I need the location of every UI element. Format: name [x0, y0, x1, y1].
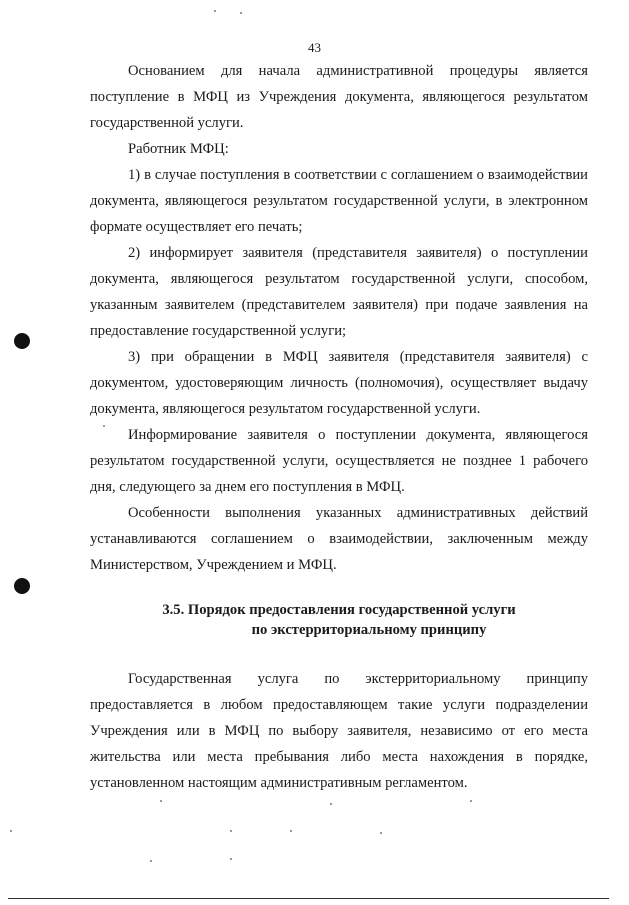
scan-speck — [10, 830, 12, 832]
punch-hole-top — [14, 333, 30, 349]
scan-speck — [230, 830, 232, 832]
scan-speck — [330, 803, 332, 805]
bottom-edge-line — [8, 898, 609, 899]
section-heading-line1: 3.5. Порядок предоставления государственной услуги — [162, 602, 516, 618]
scan-speck — [230, 858, 232, 860]
paragraph-specifics: Особенности выполнения указанных административных действий устанавливаются соглашением о взаимодействии, заключенным между Министерством, Учреждением и МФЦ. — [90, 505, 588, 573]
punch-hole-bottom — [14, 578, 30, 594]
paragraph-informing: Информирование заявителя о поступлении документа, являющегося результатом государственной услуги, осуществляется не позднее 1 рабочего дня, следующего за днем его поступления в МФЦ. — [90, 427, 588, 495]
document-body — [90, 58, 588, 796]
scan-speck — [290, 830, 292, 832]
scan-speck — [160, 800, 162, 802]
scan-speck — [380, 832, 382, 834]
section-heading-line2: по экстерриториальному принципу — [251, 622, 487, 638]
section-heading — [90, 600, 588, 640]
paragraph-worker-label: Работник МФЦ: — [128, 141, 229, 157]
page-number: 43 — [308, 40, 321, 55]
scan-speck — [103, 425, 105, 427]
list-item-1: 1) в случае поступления в соответствии с соглашением о взаимодействии документа, являющегося результатом государственной услуги, в электронном формате осуществляет его печать; — [90, 167, 588, 235]
list-item-2: 2) информирует заявителя (представителя заявителя) о поступлении документа, являющегося результатом государственной услуги, способом, указанным заявителем (представителем заявителя) при подаче заявления на предоставление государственной услуги; — [90, 245, 588, 339]
list-item-3: 3) при обращении в МФЦ заявителя (представителя заявителя) с документом, удостоверяющим личность (полномочия), осуществляет выдачу документа, являющегося результатом государственной услуги. — [90, 349, 588, 417]
scan-speck — [470, 800, 472, 802]
scan-speck — [214, 10, 216, 12]
paragraph-extraterritorial: Государственная услуга по экстерриториальному принципу предоставляется в любом предоставляющем такие услуги подразделении Учреждения или в МФЦ по выбору заявителя, независимо от его места жительства или места пребывания либо места нахождения в порядке, установленном настоящим административным регламентом. — [90, 671, 588, 791]
scan-speck — [240, 12, 242, 14]
scan-speck — [150, 860, 152, 862]
paragraph-basis: Основанием для начала административной процедуры является поступление в МФЦ из Учреждения документа, являющегося результатом государственной услуги. — [90, 63, 588, 131]
